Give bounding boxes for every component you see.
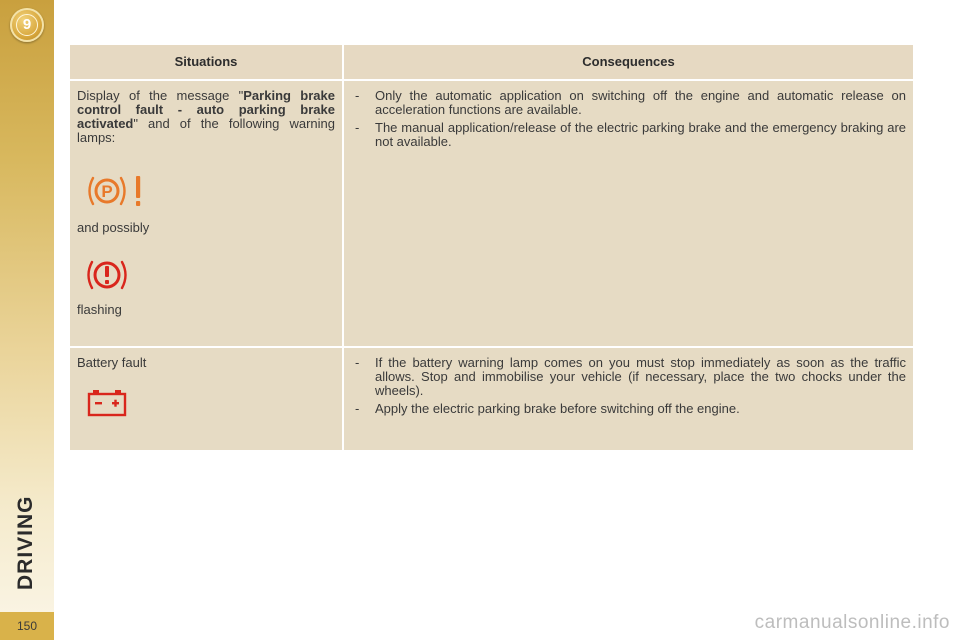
flashing-text: flashing (77, 302, 122, 317)
message-bold: Parking brake control fault - auto parking brake activated (77, 88, 335, 131)
situation-cell (70, 81, 342, 348)
situation-message (77, 89, 335, 145)
table-row (70, 81, 913, 348)
list-item: - Only the automatic application on switching off the engine and automatic release on acceleration functions are available. (351, 89, 906, 117)
consequences-list (351, 356, 906, 416)
battery-fault-text: Battery fault (77, 355, 147, 370)
section-label: DRIVING (14, 495, 37, 590)
page-number: 150 (0, 612, 54, 640)
warnings-table (68, 45, 915, 450)
brake-warning-lamp-icon (85, 257, 131, 293)
consequences-cell (344, 348, 913, 450)
chapter-number: 9 (16, 14, 38, 36)
chapter-badge (10, 8, 44, 42)
svg-text:P: P (101, 182, 113, 201)
list-item: - If the battery warning lamp comes on you must stop immediately as soon as the traffic allows. Stop and immobilise your vehicle (if necessary, place the two chocks under the wheels). (351, 356, 906, 398)
message-intro: Display of the message " (77, 88, 244, 103)
watermark: carmanualsonline.info (754, 612, 950, 633)
consequences-list (351, 89, 906, 149)
message-outro: " and of the following warning lamps: (77, 116, 335, 145)
list-item: - The manual application/release of the electric parking brake and the emergency braking are not available. (351, 121, 906, 149)
battery-warning-lamp-icon (87, 388, 127, 418)
table-header-row (70, 45, 913, 81)
table-row (70, 348, 913, 450)
situation-cell (70, 348, 342, 450)
list-item: - Apply the electric parking brake before switching off the engine. (351, 402, 906, 416)
header-situations: Situations (70, 45, 342, 81)
header-consequences: Consequences (344, 45, 913, 81)
parking-brake-fault-lamp-icon (85, 173, 145, 209)
and-possibly-text: and possibly (77, 220, 150, 235)
consequences-cell (344, 81, 913, 348)
